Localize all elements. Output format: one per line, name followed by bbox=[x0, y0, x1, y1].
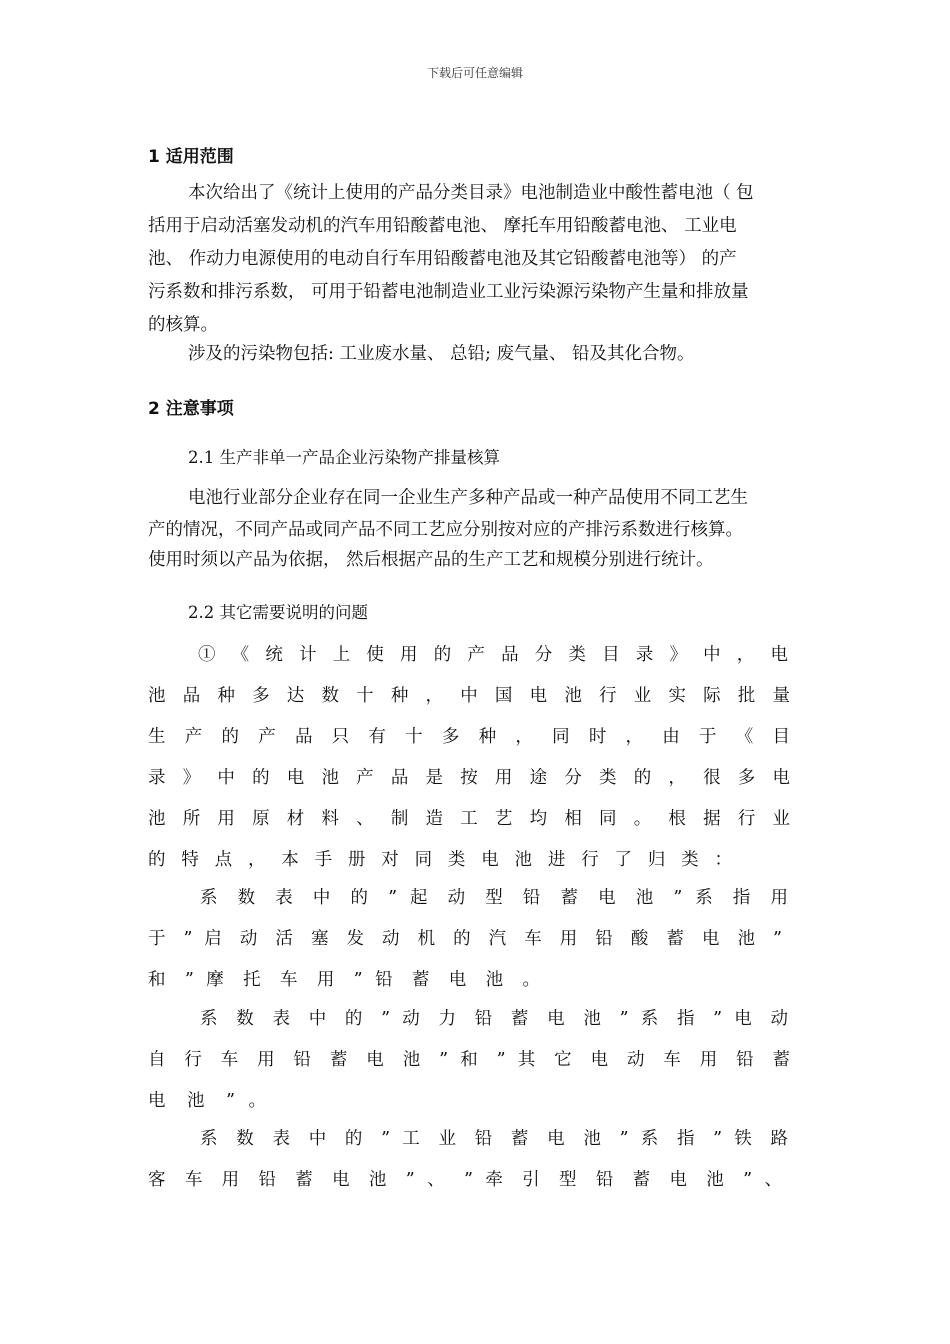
pollutants-line: 涉及的污染物包括: 工业废水量、 总铅; 废气量、 铅及其化合物。 bbox=[188, 344, 695, 364]
spaced-line: 电 池 ” 。 bbox=[148, 1091, 266, 1111]
paragraph-line: 电池行业部分企业存在同一企业生产多种产品或一种产品使用不同工艺生 bbox=[188, 488, 748, 508]
spaced-line: 池 品 种 多 达 数 十 种 ， 中 国 电 池 行 业 实 际 批 量 bbox=[148, 686, 790, 706]
spaced-line: ① 《 统 计 上 使 用 的 产 品 分 类 目 录 》 中 ， 电 bbox=[198, 645, 788, 665]
paragraph-line: 污系数和排污系数， 可用于铅蓄电池制造业工业污染源污染物产生量和排放量 bbox=[148, 282, 749, 302]
paragraph-line: 括用于启动活塞发动机的汽车用铅酸蓄电池、 摩托车用铅酸蓄电池、 工业电 bbox=[148, 216, 737, 236]
paragraph-line: 的核算。 bbox=[148, 315, 218, 335]
paragraph-line: 使用时须以产品为依据， 然后根据产品的生产工艺和规模分别进行统计。 bbox=[148, 550, 714, 570]
spaced-line: 于 ” 启 动 活 塞 发 动 机 的 汽 车 用 铅 酸 蓄 电 池 ” bbox=[148, 929, 782, 949]
spaced-line: 池 所 用 原 材 料 、 制 造 工 艺 均 相 同 。 根 据 行 业 bbox=[148, 809, 790, 829]
subsection-2-1-title: 2.1 生产非单一产品企业污染物产排量核算 bbox=[188, 448, 500, 467]
page-header: 下载后可任意编辑 bbox=[426, 66, 523, 80]
spaced-line: 系 数 表 中 的 ” 起 动 型 铅 蓄 电 池 ” 系 指 用 bbox=[200, 888, 788, 908]
spaced-line: 系 数 表 中 的 ” 动 力 铅 蓄 电 池 ” 系 指 ” 电 动 bbox=[200, 1009, 788, 1029]
paragraph-line: 产的情况，不同产品或同产品不同工艺应分别按对应的产排污系数进行核算。 bbox=[148, 520, 743, 540]
paragraph-line: 池、 作动力电源使用的电动自行车用铅酸蓄电池及其它铅酸蓄电池等） 的产 bbox=[148, 249, 737, 269]
spaced-line: 录 》 中 的 电 池 产 品 是 按 用 途 分 类 的 ， 很 多 电 bbox=[148, 768, 790, 788]
spaced-line: 客 车 用 铅 蓄 电 池 ” 、 ” 牵 引 型 铅 蓄 电 池 ” 、 bbox=[148, 1170, 782, 1190]
paragraph-line: 本次给出了《统计上使用的产品分类目录》电池制造业中酸性蓄电池（ 包 bbox=[188, 183, 754, 203]
section-1-heading: 1 适用范围 bbox=[148, 147, 234, 167]
spaced-line: 自 行 车 用 铅 蓄 电 池 ” 和 ” 其 它 电 动 车 用 铅 蓄 bbox=[148, 1050, 790, 1070]
spaced-line: 生 产 的 产 品 只 有 十 多 种 ， 同 时 ， 由 于 《 目 bbox=[148, 727, 790, 747]
spaced-line: 的 特 点 ， 本 手 册 对 同 类 电 池 进 行 了 归 类 ： bbox=[148, 850, 732, 870]
subsection-2-2-title: 2.2 其它需要说明的问题 bbox=[188, 603, 368, 622]
spaced-line: 和 ” 摩 托 车 用 ” 铅 蓄 电 池 。 bbox=[148, 970, 540, 990]
section-2-heading: 2 注意事项 bbox=[148, 399, 234, 419]
spaced-line: 系 数 表 中 的 ” 工 业 铅 蓄 电 池 ” 系 指 ” 铁 路 bbox=[200, 1129, 788, 1149]
